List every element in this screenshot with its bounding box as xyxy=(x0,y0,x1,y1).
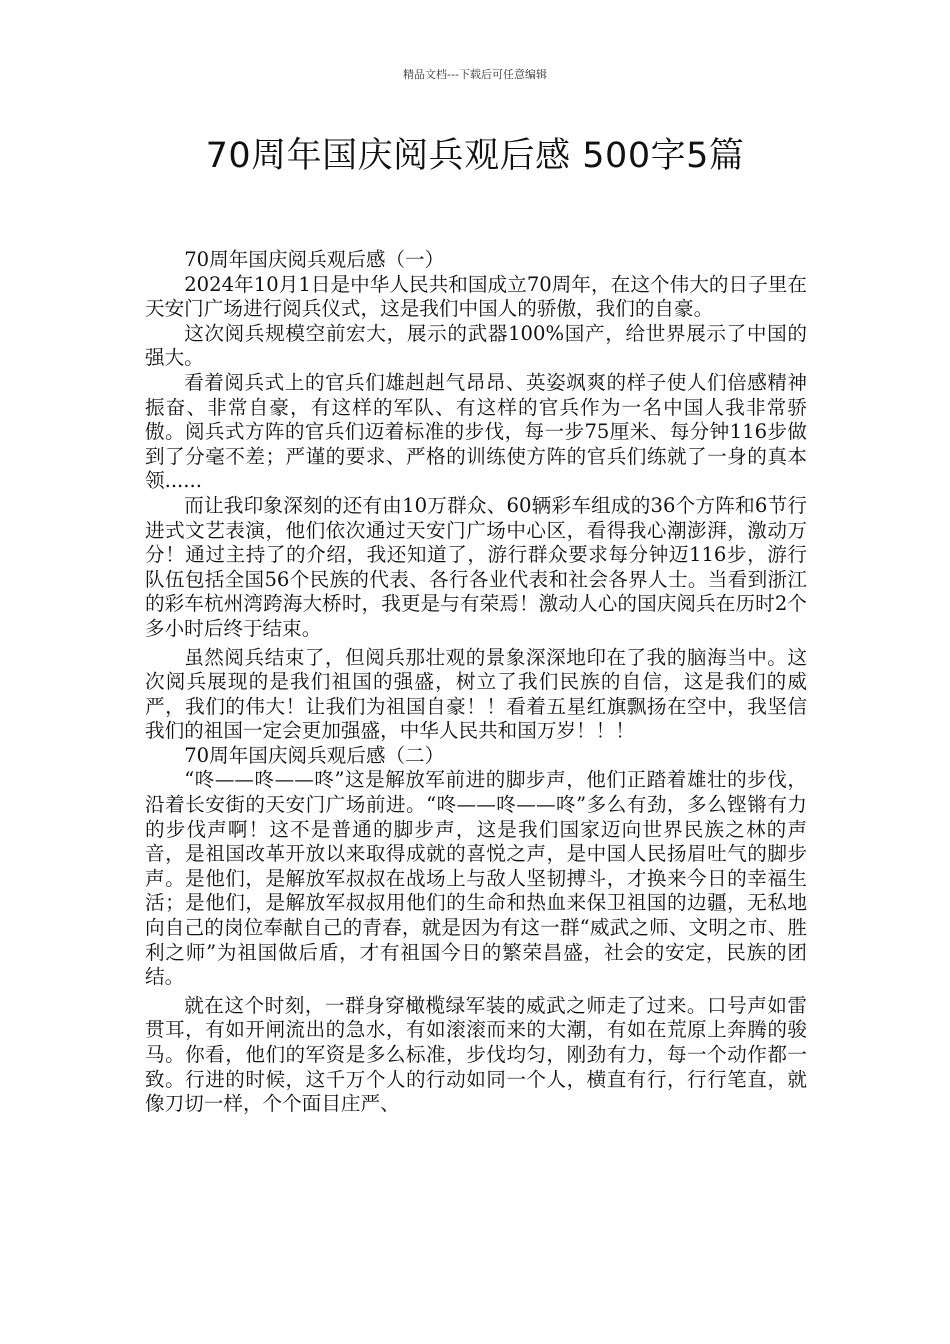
section-heading-1: 70周年国庆阅兵观后感（一） xyxy=(184,248,445,271)
paragraph: 看着阅兵式上的官兵们雄赳赳气昂昂、英姿飒爽的样子使人们倍感精神振奋、非常自豪，有这样的军队、有这样的官兵作为一名中国人我非常骄傲。阅兵式方阵的官兵们迈着标准的步伐，每一步75厘米、每分钟116步做到了分毫不差；严谨的要求、严格的训练使方阵的官兵们练就了一身的真本领...... xyxy=(145,370,807,493)
paragraph: 而让我印象深刻的还有由10万群众、60辆彩车组成的36个方阵和6节行进式文艺表演，他们依次通过天安门广场中心区，看得我心潮澎湃，激动万分！通过主持了的介绍，我还知道了，游行群众要求每分钟迈116步，游行队伍包括全国56个民族的代表、各行各业代表和社会各界人士。当看到浙江的彩车杭州湾跨海大桥时，我更是与有荣焉！激动人心的国庆阅兵在历时2个多小时后终于结束。 xyxy=(145,493,807,640)
header-note: 精品文档---下载后可任意编辑 xyxy=(403,68,547,81)
document-body xyxy=(145,248,807,1117)
section-heading-2: 70周年国庆阅兵观后感（二） xyxy=(184,743,445,767)
paragraph: 就在这个时刻，一群身穿橄榄绿军装的威武之师走了过来。口号声如雷贯耳，有如开闸流出的急水，有如滚滚而来的大潮，有如在荒原上奔腾的骏马。你看，他们的军资是多么标准，步伐均匀，刚劲有力，每一个动作都一致。行进的时候，这千万个人的行动如同一个人，横直有行，行行笔直，就像刀切一样，个个面目庄严、 xyxy=(145,993,807,1116)
paragraph: 2024年10月1日是中华人民共和国成立70周年，在这个伟大的日子里在天安门广场进行阅兵仪式，这是我们中国人的骄傲，我们的自豪。 xyxy=(145,272,807,321)
paragraph: 虽然阅兵结束了，但阅兵那壮观的景象深深地印在了我的脑海当中。这次阅兵展现的是我们祖国的强盛，树立了我们民族的自信，这是我们的威严，我们的伟大！让我们为祖国自豪！！看着五星红旗飘扬在空中，我坚信我们的祖国一定会更加强盛，中华人民共和国万岁！！！ xyxy=(145,645,807,743)
paragraph: 这次阅兵规模空前宏大，展示的武器100%国产，给世界展示了中国的强大。 xyxy=(145,321,807,370)
paragraph: “咚——咚——咚”这是解放军前进的脚步声，他们正踏着雄壮的步伐，沿着长安街的天安门广场前进。“咚——咚——咚”多么有劲，多么铿锵有力的步伐声啊！这不是普通的脚步声，这是我们国家迈向世界民族之林的声音，是祖国改革开放以来取得成就的喜悦之声，是中国人民扬眉吐气的脚步声。是他们，是解放军叔叔在战场上与敌人坚韧搏斗，才换来今日的幸福生活；是他们，是解放军叔叔用他们的生命和热血来保卫祖国的边疆，无私地向自己的岗位奉献自己的青春，就是因为有这一群“威武之师、文明之市、胜利之师”为祖国做后盾，才有祖国今日的繁荣昌盛，社会的安定，民族的团结。 xyxy=(145,768,807,989)
document-title: 70周年国庆阅兵观后感 500字5篇 xyxy=(205,136,745,176)
